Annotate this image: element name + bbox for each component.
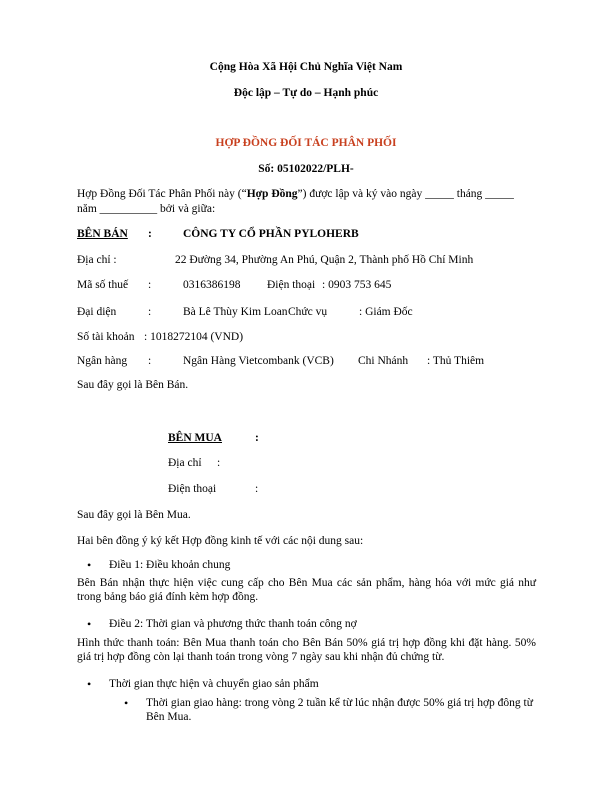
intro-text-a: Hợp Đồng Đối Tác Phân Phối này (“ [77,188,247,200]
article-3-subitem: • Thời gian giao hàng: trong vòng 2 tuần kể từ lúc nhận được 50% giá trị hợp đông từ Bên Mua. [146,696,538,725]
article-1-text: Bên Bán nhận thực hiện việc cung cấp cho Bên Mua các sản phẩm, hàng hóa với mức giá như trong bảng báo giá đính kèm hợp đồng. [77,577,536,604]
seller-label: BÊN BÁN [77,228,128,240]
seller-address: 22 Đường 34, Phường An Phú, Quận 2, Thành phố Hồ Chí Minh [175,254,474,266]
national-title: Cộng Hòa Xã Hội Chủ Nghĩa Việt Nam [209,61,403,73]
seller-phone: : 0903 753 645 [322,279,392,291]
seller-rep-colon: : [148,306,152,318]
seller-alias: Sau đây gọi là Bên Bán. [77,379,189,391]
seller-bank-colon: : [148,355,152,367]
seller-bank-label: Ngân hàng [77,355,128,367]
seller-account-label: Số tài khoản [77,331,135,343]
seller-position-label: Chức vụ [288,306,328,318]
seller-branch-label: Chi Nhánh [358,355,409,367]
article-2-title: • Điều 2: Thời gian và phương thức thanh toán công nợ [109,617,357,631]
article-2-text: Hình thức thanh toán: Bên Mua thanh toán cho Bên Bán 50% giá trị hợp đồng khi đặt hàng. 50% giá trị hợp đồng còn lại thanh toán trong vòng 7 ngày sau khi nhận đủ chứng từ. [77,637,536,664]
contract-title: HỢP ĐỒNG ĐỐI TÁC PHÂN PHỐI [215,137,397,149]
seller-name: CÔNG TY CỔ PHẦN PYLOHERB [183,228,359,240]
seller-rep-label: Đại diện [77,306,117,318]
seller-address-label: Địa chỉ : [77,254,117,266]
intro-line-2: năm __________ bởi và giữa: [77,203,216,215]
agreement-statement: Hai bên đồng ý ký kết Hợp đồng kinh tế với các nội dung sau: [77,535,364,547]
seller-phone-label: Điện thoại [267,279,316,291]
seller-tax-colon: : [148,279,152,291]
seller-branch: : Thủ Thiêm [427,355,485,367]
seller-position: : Giám Đốc [359,306,413,318]
seller-rep-name: Bà Lê Thùy Kim Loan [183,306,288,318]
buyer-label: BÊN MUA [168,432,222,444]
contract-number: Số: 05102022/PLH- [258,163,354,175]
buyer-colon: : [255,432,259,444]
seller-tax-label: Mã số thuế [77,279,129,291]
intro-bold-term: Hợp Đồng [246,188,298,200]
article-1-title: • Điều 1: Điều khoản chung [109,558,230,572]
seller-colon: : [148,228,152,240]
buyer-phone-colon: : [255,483,259,495]
buyer-alias: Sau đây gọi là Bên Mua. [77,509,191,521]
buyer-address-colon: : [217,457,221,469]
national-motto: Độc lập – Tự do – Hạnh phúc [233,87,379,99]
article-3-title: • Thời gian thực hiện và chuyển giao sản phẩm [109,677,319,691]
seller-tax-code: 0316386198 [183,279,241,291]
buyer-phone-label: Điện thoại [168,483,217,495]
intro-text-b: ”) được lập và ký vào ngày _____ tháng _____ [297,188,514,200]
seller-account: : 1018272104 (VND) [144,331,244,343]
seller-bank: Ngân Hàng Vietcombank (VCB) [183,355,334,367]
intro-line-1 [77,187,514,201]
buyer-address-label: Địa chỉ [168,457,202,469]
